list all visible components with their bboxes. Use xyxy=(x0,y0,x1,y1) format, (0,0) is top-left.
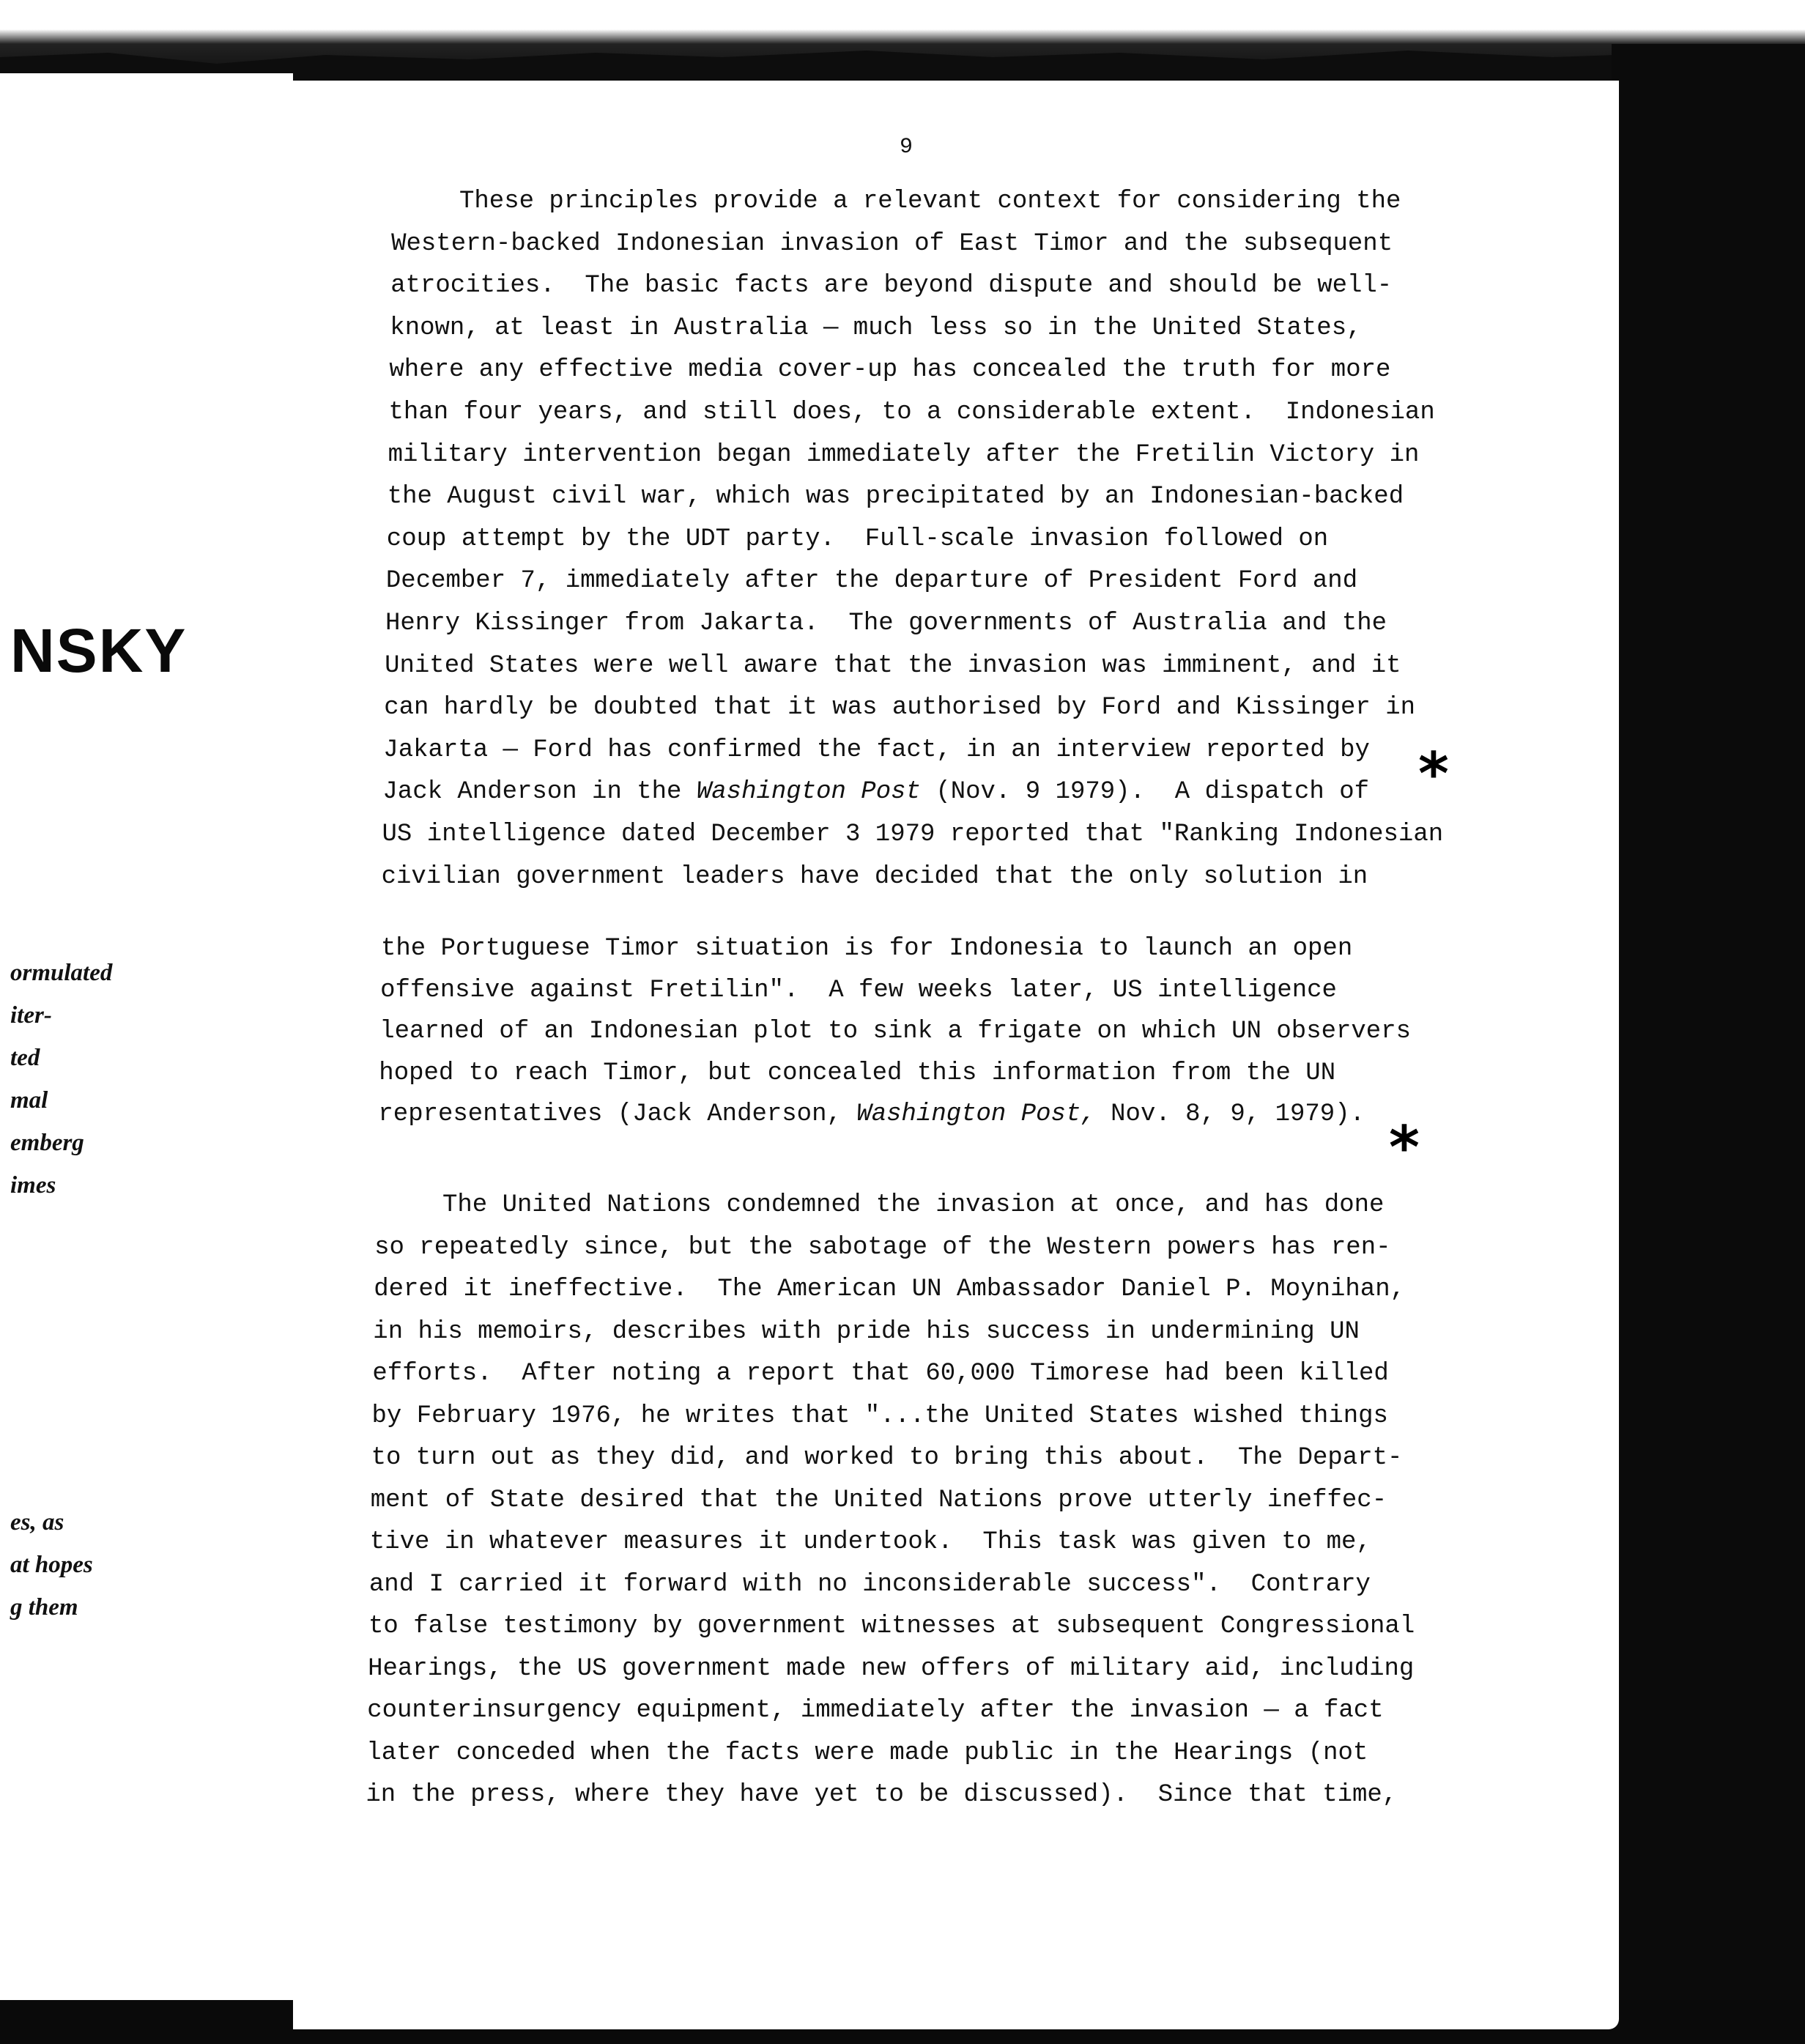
left-page-fragment xyxy=(0,73,293,2000)
text-line: known, at least in Australia — much less so in the United States, xyxy=(390,314,1362,342)
text-line: the August civil war, which was precipitated by an Indonesian-backed xyxy=(387,483,1404,511)
text-line: Hearings, the US government made new offers of military aid, including xyxy=(368,1654,1415,1683)
text-line: by February 1976, he writes that "...the United States wished things xyxy=(371,1401,1388,1430)
left-page-text-fragment: mal xyxy=(10,1087,48,1114)
text-line: military intervention began immediately after the Fretilin Victory in xyxy=(388,440,1420,469)
left-page-text-fragment: at hopes xyxy=(10,1552,93,1578)
text-line: Western-backed Indonesian invasion of East Timor and the subsequent xyxy=(391,229,1393,258)
page-number: 9 xyxy=(900,135,913,160)
margin-asterisk-mark: * xyxy=(1389,1114,1420,1182)
text-line: Henry Kissinger from Jakarta. The governments of Australia and the xyxy=(385,610,1387,637)
left-page-text-fragment: ormulated xyxy=(10,960,113,986)
text-line: dered it ineffective. The American UN Ambassador Daniel P. Moynihan, xyxy=(374,1275,1406,1303)
left-page-text-fragment: ted xyxy=(10,1045,40,1071)
text-line: counterinsurgency equipment, immediately after the invasion — a fact xyxy=(367,1697,1384,1725)
left-page-text-fragment: emberg xyxy=(10,1130,84,1156)
text-line: offensive against Fretilin". A few weeks later, US intelligence xyxy=(380,976,1337,1004)
text-line: where any effective media cover-up has concealed the truth for more xyxy=(389,356,1391,385)
text-line: to false testimony by government witnesses at subsequent Congressional xyxy=(368,1612,1415,1640)
scan-right-border xyxy=(1612,44,1805,2044)
text-line: so repeatedly since, but the sabotage of the Western powers has ren- xyxy=(374,1233,1391,1262)
text-line: The United Nations condemned the invasion at once, and has done xyxy=(442,1191,1385,1219)
text-line: Jack Anderson in the Washington Post (Nov. 9 1979). A dispatch of xyxy=(382,778,1370,807)
text-line: than four years, and still does, to a considerable extent. Indonesian xyxy=(388,399,1435,426)
text-line: in his memoirs, describes with pride his success in undermining UN xyxy=(373,1317,1360,1346)
text-line: tive in whatever measures it undertook. This task was given to me, xyxy=(369,1528,1371,1556)
text-line: atrocities. The basic facts are beyond dispute and should be well- xyxy=(390,272,1393,300)
text-line: These principles provide a relevant context for considering the xyxy=(459,188,1401,215)
left-page-text-fragment: g them xyxy=(10,1594,78,1621)
text-line: US intelligence dated December 3 1979 reported that "Ranking Indonesian xyxy=(382,821,1444,848)
text-line: December 7, immediately after the departure of President Ford and xyxy=(385,567,1358,596)
text-line: civilian government leaders have decided that the only solution in xyxy=(381,862,1368,891)
text-line: Jakarta — Ford has confirmed the fact, in an interview reported by xyxy=(383,736,1370,764)
text-line: ment of State desired that the United Nations prove utterly ineffec- xyxy=(370,1486,1387,1514)
text-line: can hardly be doubted that it was authorised by Ford and Kissinger in xyxy=(384,694,1416,722)
text-line: United States were well aware that the invasion was imminent, and it xyxy=(385,651,1401,680)
text-line: efforts. After noting a report that 60,000 Timorese had been killed xyxy=(372,1360,1389,1388)
left-page-text-fragment: es, as xyxy=(10,1509,64,1536)
text-line: in the press, where they have yet to be discussed). Since that time, xyxy=(366,1781,1398,1809)
text-line: hoped to reach Timor, but concealed this information from the UN xyxy=(379,1059,1336,1087)
text-line: to turn out as they did, and worked to bring this about. The Depart- xyxy=(371,1444,1403,1472)
left-page-text-fragment: iter- xyxy=(10,1002,52,1029)
text-line: representatives (Jack Anderson, Washington Post, Nov. 8, 9, 1979). xyxy=(378,1100,1365,1128)
text-line: and I carried it forward with no inconsiderable success". Contrary xyxy=(368,1570,1371,1599)
left-page-title-fragment: NSKY xyxy=(10,616,188,685)
text-line: coup attempt by the UDT party. Full-scale invasion followed on xyxy=(386,525,1329,553)
text-line: learned of an Indonesian plot to sink a frigate on which UN observers xyxy=(379,1018,1412,1045)
margin-asterisk-mark: * xyxy=(1418,740,1449,808)
text-line: the Portuguese Timor situation is for Indonesia to launch an open xyxy=(381,935,1353,963)
left-page-text-fragment: imes xyxy=(10,1172,56,1199)
text-line: later conceded when the facts were made public in the Hearings (not xyxy=(366,1738,1368,1767)
